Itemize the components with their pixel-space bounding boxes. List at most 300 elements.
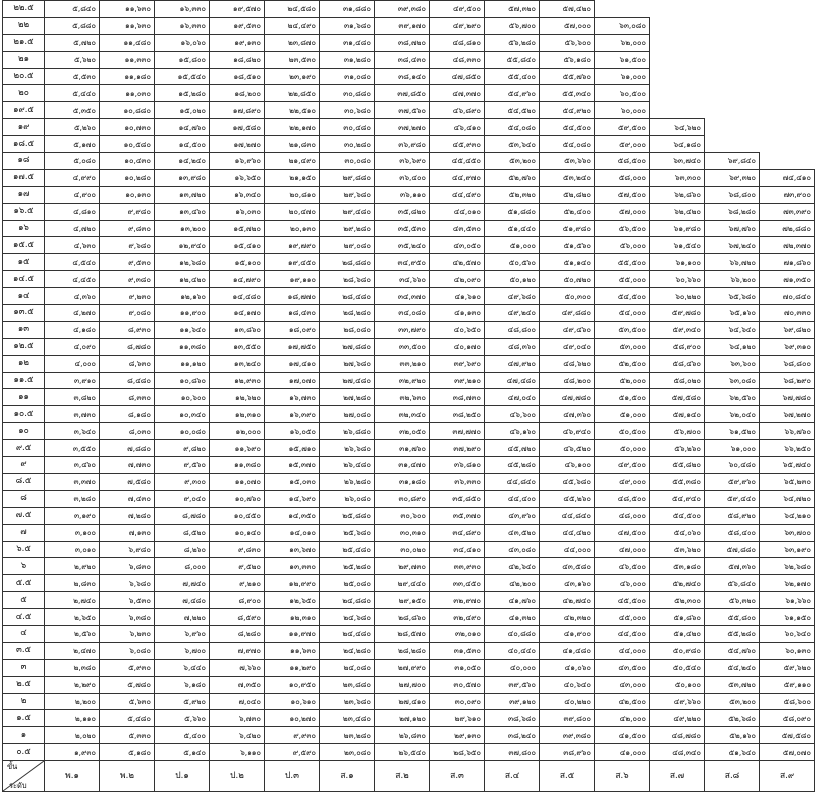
salary-cell: ๔๓,๐๘๐	[485, 541, 540, 558]
salary-cell: ๔๒,๓๒๐	[540, 609, 595, 626]
salary-cell: ๔๐,๖๔๐	[540, 676, 595, 693]
salary-cell: ๕๖,๒๖๐	[650, 440, 705, 457]
salary-cell: ๔๕,๐๐๐	[595, 609, 650, 626]
table-row	[3, 744, 815, 761]
header-row	[3, 761, 815, 792]
salary-cell: ๔๘,๐๐๐	[595, 507, 650, 524]
salary-cell: ๑๔,๑๗๐	[210, 305, 265, 322]
salary-cell: ๒๘,๐๘๐	[320, 321, 375, 338]
step-cell: ๑๙.๕	[3, 102, 45, 119]
salary-cell: ๒๖,๖๘๐	[320, 440, 375, 457]
salary-cell: ๑๐,๕๘๐	[100, 136, 155, 153]
salary-cell: ๖๗,๗๖๐	[705, 220, 760, 237]
table-row	[3, 440, 815, 457]
salary-cell: ๓๘,๔๓๐	[375, 51, 430, 68]
salary-cell: ๙,๓๘๐	[100, 271, 155, 288]
salary-cell: ๑๗,๕๘๐	[210, 119, 265, 136]
salary-cell	[705, 102, 760, 119]
salary-cell: ๑๖,๖๕๐	[210, 169, 265, 186]
salary-cell: ๒๕,๐๘๐	[320, 575, 375, 592]
salary-cell: ๖๒,๕๖๐	[705, 389, 760, 406]
table-row	[3, 153, 815, 170]
salary-cell: ๖๑,๐๐๐	[595, 68, 650, 85]
salary-cell: ๖๕,๑๖๐	[705, 305, 760, 322]
salary-cell: ๕๕,๒๘๐	[705, 625, 760, 642]
salary-cell: ๓๒,๓๔๐	[375, 406, 430, 423]
salary-cell: ๕,๖๖๐	[155, 710, 210, 727]
step-cell: ๑๓	[3, 321, 45, 338]
salary-cell: ๑๐,๘๖๐	[155, 372, 210, 389]
salary-cell: ๒๐,๑๓๐	[265, 220, 320, 237]
salary-cell: ๕๒,๔๐๐	[540, 203, 595, 220]
salary-cell: ๒๘,๒๘๐	[320, 305, 375, 322]
salary-cell: ๙,๕๙๐	[265, 744, 320, 761]
salary-cell: ๓,๒๘๐	[45, 490, 100, 507]
salary-cell: ๔๑,๖๑๐	[430, 288, 485, 305]
table-row	[3, 642, 815, 659]
salary-cell: ๑๒,๓๑๐	[265, 609, 320, 626]
salary-cell: ๗๑,๘๖๐	[760, 254, 815, 271]
level-header: ส.๔	[485, 761, 540, 792]
salary-cell	[650, 17, 705, 34]
salary-cell: ๑๔,๐๑๐	[265, 524, 320, 541]
salary-cell: ๑๘,๔๓๐	[265, 305, 320, 322]
salary-cell: ๒๙,๒๘๐	[320, 220, 375, 237]
salary-cell: ๔,๙๐๐	[45, 186, 100, 203]
salary-cell: ๑๗,๗๕๐	[265, 338, 320, 355]
salary-cell: ๓๔,๓๗๐	[375, 288, 430, 305]
salary-cell: ๕,๙๒๐	[155, 693, 210, 710]
salary-cell: ๕๔,๒๔๐	[705, 659, 760, 676]
salary-cell: ๑๗,๐๗๐	[265, 372, 320, 389]
salary-cell: ๔,๙๙๐	[45, 169, 100, 186]
salary-cell: ๑๒,๓๑๐	[210, 406, 265, 423]
salary-cell: ๖๐,๐๐๐	[595, 102, 650, 119]
salary-cell: ๖๐,๔๘๐	[705, 457, 760, 474]
salary-cell: ๕๖,๐๐๐	[595, 237, 650, 254]
salary-cell: ๕๑,๑๔๐	[540, 254, 595, 271]
salary-cell: ๖,๔๔๐	[155, 659, 210, 676]
table-row	[3, 51, 815, 68]
salary-cell: ๑๓,๙๘๐	[155, 169, 210, 186]
salary-cell: ๑๒,๑๖๐	[155, 288, 210, 305]
salary-cell: ๕๐,๗๒๐	[540, 271, 595, 288]
salary-cell: ๕๘,๐๙๐	[760, 710, 815, 727]
salary-cell: ๕๓,๑๘๐	[650, 558, 705, 575]
salary-cell: ๓๓,๔๕๐	[430, 575, 485, 592]
salary-cell: ๕๗,๔๒๐	[540, 1, 595, 18]
salary-cell: ๓๐,๖๐๐	[375, 507, 430, 524]
salary-cell: ๔๘,๘๑๐	[430, 34, 485, 51]
salary-cell	[760, 119, 815, 136]
salary-cell: ๑๑,๖๙๐	[210, 440, 265, 457]
salary-cell: ๕,๔๐๐	[155, 727, 210, 744]
salary-cell: ๕๐,๕๖๐	[485, 254, 540, 271]
step-cell: ๑๘.๕	[3, 136, 45, 153]
salary-cell: ๕๗,๓๖๐	[705, 558, 760, 575]
salary-cell: ๙,๙๓๐	[265, 727, 320, 744]
salary-cell: ๙,๘๓๐	[100, 220, 155, 237]
salary-cell: ๖๒,๐๐๐	[595, 34, 650, 51]
salary-cell	[760, 102, 815, 119]
salary-cell: ๑๕,๘๐๐	[155, 51, 210, 68]
salary-cell: ๖๓,๗๐๐	[760, 524, 815, 541]
step-cell: ๑๔.๕	[3, 271, 45, 288]
salary-cell	[760, 17, 815, 34]
salary-cell: ๘,๓๓๐	[100, 389, 155, 406]
salary-cell: ๑๒,๙๓๐	[210, 372, 265, 389]
salary-cell: ๑๑,๙๐๐	[155, 305, 210, 322]
salary-cell	[650, 1, 705, 18]
salary-cell: ๔๔,๘๔๐	[485, 473, 540, 490]
salary-cell	[650, 51, 705, 68]
salary-cell: ๑๑,๙๗๐	[265, 625, 320, 642]
salary-cell: ๑๔,๕๐๐	[155, 136, 210, 153]
level-header: ส.๗	[650, 761, 705, 792]
salary-cell: ๖๔,๑๘๐	[650, 136, 705, 153]
salary-cell: ๒๗,๘๘๐	[320, 338, 375, 355]
salary-cell: ๕๔,๐๖๐	[650, 524, 705, 541]
salary-cell: ๑๑,๒๙๐	[265, 659, 320, 676]
salary-cell: ๕๒,๓๐๐	[650, 592, 705, 609]
level-header: ส.๖	[595, 761, 650, 792]
salary-cell: ๕๕,๘๐๐	[705, 609, 760, 626]
salary-cell: ๑๔,๔๘๐	[210, 288, 265, 305]
salary-cell: ๖๑,๐๐๐	[705, 440, 760, 457]
table-row	[3, 423, 815, 440]
salary-cell: ๒๐,๘๑๐	[265, 186, 320, 203]
salary-cell: ๓๑,๔๘๐	[320, 34, 375, 51]
salary-cell: ๖๒,๘๖๐	[650, 186, 705, 203]
salary-cell: ๔๖,๐๐๐	[595, 575, 650, 592]
salary-cell: ๑๑,๖๓๐	[100, 17, 155, 34]
salary-cell	[650, 102, 705, 119]
salary-cell: ๖,๐๘๐	[100, 642, 155, 659]
salary-cell: ๑๐,๓๔๐	[155, 406, 210, 423]
salary-cell: ๕๗,๐๐๐	[595, 203, 650, 220]
level-header: ส.๒	[375, 761, 430, 792]
table-row	[3, 507, 815, 524]
salary-cell: ๕๖,๖๐๐	[540, 34, 595, 51]
salary-cell: ๒๓,๔๘๐	[320, 710, 375, 727]
salary-cell: ๔๑,๐๐๐	[595, 744, 650, 761]
level-header: ส.๕	[540, 761, 595, 792]
salary-cell: ๕๔,๕๐๐	[650, 507, 705, 524]
salary-cell: ๕๙,๑๑๐	[760, 676, 815, 693]
salary-cell: ๒๙,๐๘๐	[320, 237, 375, 254]
salary-cell	[705, 17, 760, 34]
salary-cell: ๓๙,๘๐๐	[540, 710, 595, 727]
salary-cell: ๖๙,๘๔๐	[705, 153, 760, 170]
salary-cell: ๑๑,๐๓๐	[100, 85, 155, 102]
salary-cell: ๑๒,๖๘๐	[155, 254, 210, 271]
salary-cell: ๓,๖๔๐	[45, 423, 100, 440]
salary-cell: ๕๙,๕๐๐	[595, 119, 650, 136]
salary-cell: ๔๘,๕๐๐	[595, 490, 650, 507]
salary-cell: ๓๓,๕๐๐	[375, 338, 430, 355]
step-cell: ๗.๕	[3, 507, 45, 524]
table-row	[3, 271, 815, 288]
salary-cell: ๗,๒๘๐	[100, 507, 155, 524]
salary-cell	[760, 136, 815, 153]
salary-cell: ๔๒,๒๐๐	[485, 575, 540, 592]
salary-cell: ๕๙,๗๘๐	[650, 305, 705, 322]
salary-cell: ๔๐,๒๒๐	[540, 693, 595, 710]
salary-cell: ๕๗,๕๐๐	[595, 186, 650, 203]
step-cell: ๑.๕	[3, 710, 45, 727]
salary-cell: ๑๓,๗๒๐	[155, 186, 210, 203]
salary-cell: ๖๓,๓๐๐	[650, 169, 705, 186]
salary-cell: ๑๐,๔๓๐	[100, 153, 155, 170]
salary-cell: ๕๘,๙๒๐	[705, 507, 760, 524]
salary-cell: ๓,๘๒๐	[45, 389, 100, 406]
salary-cell: ๕๘,๕๐๐	[595, 153, 650, 170]
table-row	[3, 119, 815, 136]
salary-cell: ๖๓,๑๙๐	[760, 541, 815, 558]
salary-cell: ๑๓,๒๔๐	[210, 355, 265, 372]
salary-cell: ๕๑,๘๘๐	[485, 203, 540, 220]
salary-cell: ๕๓,๖๒๐	[650, 541, 705, 558]
salary-cell: ๔๖,๘๙๐	[430, 102, 485, 119]
salary-cell: ๑๕,๕๔๐	[155, 68, 210, 85]
salary-cell: ๓๕,๓๗๐	[430, 507, 485, 524]
salary-cell: ๑๘,๒๐๐	[210, 85, 265, 102]
level-header: ส.๙	[760, 761, 815, 792]
salary-cell: ๙,๘๒๐	[155, 440, 210, 457]
salary-cell: ๕๖,๓๒๐	[705, 592, 760, 609]
salary-cell: ๘,๕๒๐	[155, 524, 210, 541]
salary-cell: ๖๑,๕๐๐	[595, 51, 650, 68]
salary-cell: ๖๔,๑๒๐	[705, 338, 760, 355]
salary-cell: ๒๙,๔๘๐	[320, 203, 375, 220]
step-cell: ๒๒.๕	[3, 1, 45, 18]
salary-cell: ๒,๘๓๐	[45, 575, 100, 592]
step-cell: ๑๕.๕	[3, 237, 45, 254]
step-cell: ๑๕	[3, 254, 45, 271]
salary-cell: ๖,๖๘๐	[100, 575, 155, 592]
salary-cell: ๒๓,๘๗๐	[265, 34, 320, 51]
salary-cell: ๒๗,๒๘๐	[320, 389, 375, 406]
salary-cell: ๗,๑๓๐	[100, 524, 155, 541]
table-row	[3, 676, 815, 693]
salary-cell: ๔๙,๘๘๐	[540, 305, 595, 322]
salary-cell: ๕๑,๔๔๐	[485, 220, 540, 237]
salary-cell: ๑๑,๑๒๐	[155, 355, 210, 372]
salary-cell: ๒๔,๔๘๐	[320, 625, 375, 642]
salary-cell: ๒๐,๔๗๐	[265, 203, 320, 220]
salary-cell: ๕๖,๘๔๐	[705, 575, 760, 592]
salary-cell: ๕๙,๙๖๐	[705, 473, 760, 490]
salary-cell: ๒๘,๖๘๐	[320, 271, 375, 288]
salary-cell: ๕๖,๗๐๐	[650, 423, 705, 440]
salary-cell: ๒๕,๒๘๐	[320, 558, 375, 575]
salary-cell: ๔๒,๕๐๐	[595, 693, 650, 710]
salary-cell: ๕๔,๙๖๐	[485, 85, 540, 102]
salary-cell: ๔๘,๗๘๐	[650, 727, 705, 744]
salary-cell: ๕๒,๕๐๐	[595, 355, 650, 372]
salary-cell: ๕,๘๔๐	[45, 1, 100, 18]
salary-cell: ๑๙,๕๓๐	[210, 17, 265, 34]
salary-cell: ๓๘,๑๔๐	[375, 68, 430, 85]
salary-cell: ๖๔,๗๒๐	[760, 490, 815, 507]
salary-cell: ๓๙,๓๘๐	[540, 727, 595, 744]
salary-cell: ๑๑,๓๘๐	[155, 338, 210, 355]
salary-cell: ๗,๖๖๐	[210, 659, 265, 676]
salary-cell: ๙,๐๔๐	[155, 490, 210, 507]
salary-cell: ๔,๖๓๐	[45, 237, 100, 254]
salary-cell: ๓๙,๑๗๐	[375, 17, 430, 34]
salary-cell: ๒๖,๔๘๐	[320, 457, 375, 474]
salary-cell: ๔๗,๐๔๐	[485, 389, 540, 406]
salary-cell: ๔๐,๘๘๐	[485, 625, 540, 642]
salary-cell: ๔๕,๒๘๐	[485, 457, 540, 474]
salary-cell: ๕,๘๘๐	[45, 17, 100, 34]
salary-cell	[705, 119, 760, 136]
salary-cell: ๓๘,๙๖๐	[540, 744, 595, 761]
salary-cell: ๑๑,๓๓๐	[100, 51, 155, 68]
salary-cell: ๑๙,๕๗๐	[210, 1, 265, 18]
salary-cell: ๖๗,๗๘๐	[760, 389, 815, 406]
salary-cell: ๗,๗๔๐	[155, 575, 210, 592]
salary-cell: ๖๖,๒๐๐	[705, 271, 760, 288]
salary-cell: ๑๑,๔๘๐	[100, 34, 155, 51]
salary-cell: ๔,๐๐๐	[45, 355, 100, 372]
table-row	[3, 727, 815, 744]
salary-cell: ๔๙,๐๐๐	[595, 473, 650, 490]
salary-cell	[705, 85, 760, 102]
salary-cell: ๕๖,๑๘๐	[540, 51, 595, 68]
salary-cell: ๕,๕๓๐	[45, 68, 100, 85]
salary-cell: ๖๙,๓๑๐	[760, 338, 815, 355]
table-row	[3, 85, 815, 102]
salary-cell: ๒๔,๘๘๐	[320, 592, 375, 609]
salary-cell: ๖๘,๘๐๐	[760, 355, 815, 372]
salary-cell: ๑๕,๗๑๐	[265, 440, 320, 457]
salary-cell: ๕๓,๒๐๐	[705, 693, 760, 710]
salary-cell: ๓๑,๗๖๐	[375, 440, 430, 457]
salary-cell: ๔๐,๐๐๐	[485, 659, 540, 676]
step-cell: ๑๖.๕	[3, 203, 45, 220]
table-row	[3, 609, 815, 626]
salary-cell: ๘,๗๘๐	[155, 507, 210, 524]
salary-cell: ๖๕,๖๘๐	[705, 288, 760, 305]
table-row	[3, 288, 815, 305]
salary-cell: ๔๓,๕๒๐	[485, 524, 540, 541]
salary-cell: ๕๑,๐๐๐	[485, 237, 540, 254]
level-header: ป.๑	[155, 761, 210, 792]
salary-cell: ๕๘,๙๐๐	[650, 338, 705, 355]
salary-cell: ๒๓,๘๘๐	[320, 676, 375, 693]
salary-cell: ๖๗,๒๗๐	[760, 406, 815, 423]
salary-cell: ๖๑,๑๕๐	[760, 609, 815, 626]
level-header: พ.๑	[45, 761, 100, 792]
salary-cell: ๔๙,๕๐๐	[430, 1, 485, 18]
salary-cell: ๗,๓๕๐	[210, 676, 265, 693]
salary-cell: ๓,๙๑๐	[45, 372, 100, 389]
salary-cell	[760, 153, 815, 170]
salary-cell: ๕๔,๕๐๐	[540, 119, 595, 136]
salary-cell	[760, 34, 815, 51]
salary-cell: ๑๐,๗๓๐	[100, 119, 155, 136]
salary-cell: ๕๐,๙๘๐	[650, 642, 705, 659]
salary-cell: ๔๗,๓๖๐	[540, 406, 595, 423]
salary-cell: ๕๒,๐๐๐	[595, 372, 650, 389]
salary-cell: ๕๓,๒๔๐	[540, 169, 595, 186]
salary-cell: ๖๐,๖๔๐	[760, 625, 815, 642]
salary-cell: ๖๕,๗๔๐	[760, 457, 815, 474]
salary-cell: ๕,๑๔๐	[155, 744, 210, 761]
table-row	[3, 693, 815, 710]
salary-cell: ๓๒,๙๒๐	[375, 372, 430, 389]
table-row	[3, 102, 815, 119]
salary-cell: ๖๔,๒๑๐	[760, 507, 815, 524]
salary-cell: ๗๑,๓๕๐	[760, 271, 815, 288]
salary-cell: ๑๐,๑๓๐	[100, 186, 155, 203]
level-header: ส.๓	[430, 761, 485, 792]
salary-cell: ๑๓,๔๖๐	[155, 203, 210, 220]
salary-cell: ๒๙,๔๔๐	[375, 575, 430, 592]
salary-cell: ๑๙,๔๕๐	[265, 254, 320, 271]
salary-cell: ๖๒,๐๔๐	[705, 406, 760, 423]
salary-cell: ๓๔,๘๙๐	[430, 524, 485, 541]
step-cell: ๑๒.๕	[3, 338, 45, 355]
salary-cell: ๒๗,๖๘๐	[320, 355, 375, 372]
salary-cell: ๖,๓๘๐	[100, 609, 155, 626]
salary-cell: ๕๗,๐๐๐	[540, 17, 595, 34]
salary-cell: ๕๒,๑๖๐	[705, 727, 760, 744]
salary-cell: ๑๘,๗๗๐	[265, 288, 320, 305]
salary-cell: ๙,๒๓๐	[100, 288, 155, 305]
salary-cell: ๑๘,๐๙๐	[265, 321, 320, 338]
step-cell: ๖	[3, 558, 45, 575]
table-row	[3, 625, 815, 642]
salary-cell: ๕๕,๔๐๐	[485, 68, 540, 85]
salary-cell: ๒๓,๕๓๐	[265, 51, 320, 68]
salary-cell: ๕๕,๘๒๐	[650, 457, 705, 474]
salary-cell: ๓๖,๙๘๐	[375, 136, 430, 153]
salary-cell: ๕๕,๓๔๐	[540, 85, 595, 102]
salary-cell: ๓๒,๖๓๐	[375, 389, 430, 406]
salary-cell: ๑๑,๖๔๐	[155, 321, 210, 338]
salary-cell: ๕๖,๕๐๐	[595, 220, 650, 237]
salary-cell: ๔๓,๕๘๐	[540, 558, 595, 575]
salary-cell: ๖๐,๑๓๐	[760, 642, 815, 659]
salary-cell: ๔๓,๐๐๐	[595, 676, 650, 693]
salary-cell: ๔๑,๗๖๐	[485, 592, 540, 609]
table-row	[3, 136, 815, 153]
salary-cell: ๑๗,๘๙๐	[210, 102, 265, 119]
salary-cell: ๕๖,๗๐๐	[485, 17, 540, 34]
salary-cell: ๓๖,๑๑๐	[375, 186, 430, 203]
salary-cell: ๖๑,๑๐๐	[650, 254, 705, 271]
salary-cell: ๖,๘๓๐	[100, 558, 155, 575]
salary-cell: ๔๙,๐๔๐	[540, 338, 595, 355]
salary-cell: ๕๒,๗๔๐	[650, 575, 705, 592]
salary-cell: ๘,๐๓๐	[100, 423, 155, 440]
salary-cell	[760, 1, 815, 18]
step-cell: ๓.๕	[3, 642, 45, 659]
salary-cell: ๕๗,๕๘๐	[760, 727, 815, 744]
salary-cell: ๓๗,๗๗๐	[430, 423, 485, 440]
salary-cell: ๒๕,๔๘๐	[320, 541, 375, 558]
table-row	[3, 237, 815, 254]
corner-cell	[3, 761, 45, 792]
salary-cell: ๕๔,๕๐๐	[595, 288, 650, 305]
salary-cell: ๕๓,๗๒๐	[705, 676, 760, 693]
salary-cell: ๔๑,๔๘๐	[540, 642, 595, 659]
salary-cell: ๑๖,๓๓๐	[155, 1, 210, 18]
salary-cell: ๒๗,๐๘๐	[320, 406, 375, 423]
